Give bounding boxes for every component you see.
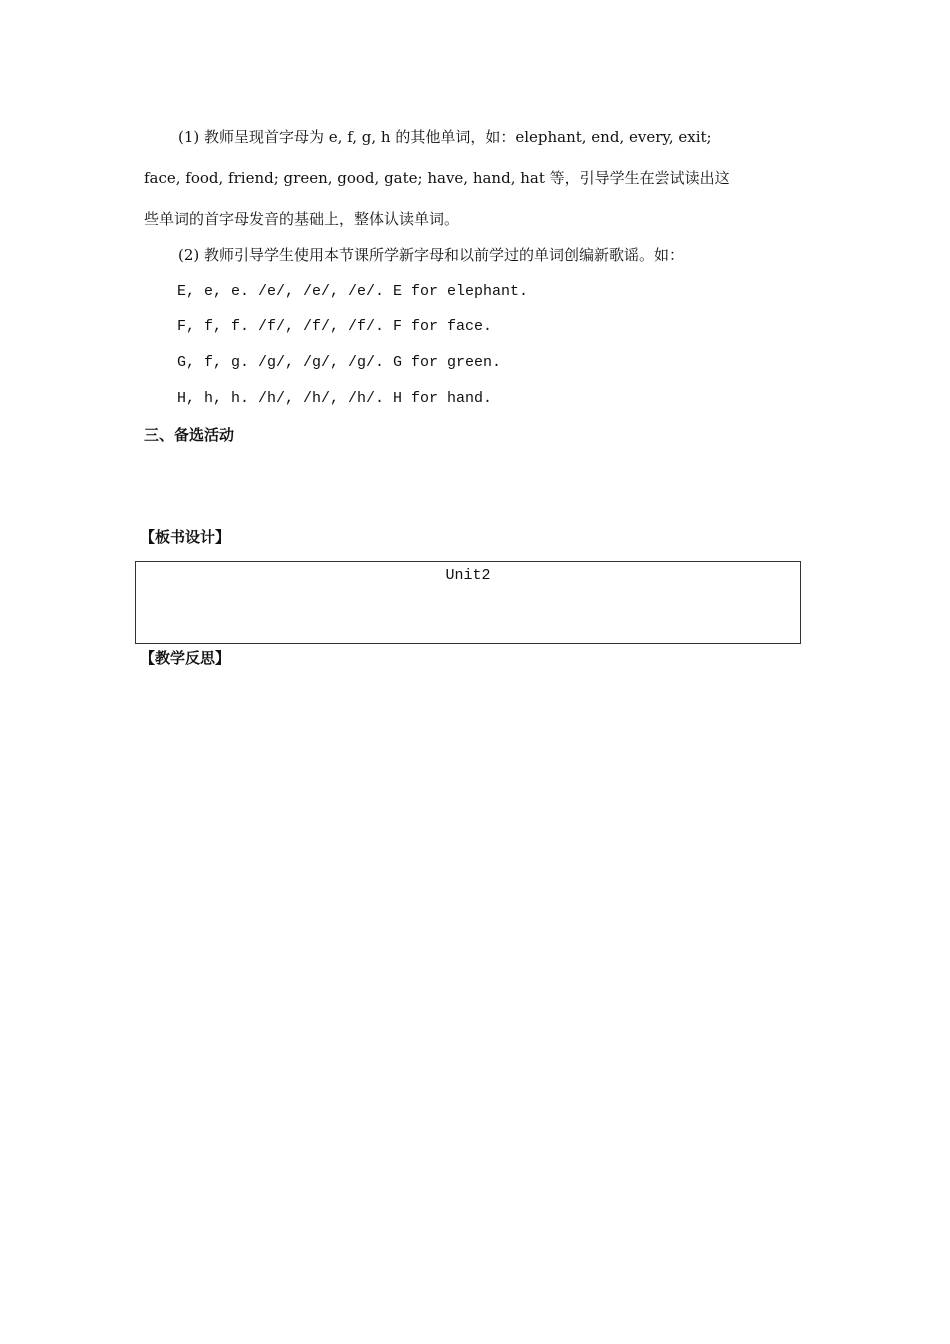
- board-title: Unit2: [445, 567, 491, 584]
- paragraph-1-line-1: (1) 教师呈现首字母为 e, f, g, h 的其他单词，如：elephant, end, every, exit;: [178, 128, 712, 146]
- chant-line-h: H, h, h. /h/, /h/, /h/. H for hand.: [177, 390, 493, 407]
- paragraph-2-line-1: (2) 教师引导学生使用本节课所学新字母和以前学过的单词创编新歌谣。如：: [178, 246, 685, 264]
- chant-line-f: F, f, f. /f/, /f/, /f/. F for face.: [177, 318, 493, 335]
- chant-line-g: G, f, g. /g/, /g/, /g/. G for green.: [177, 354, 502, 371]
- section-heading-reflection: 【教学反思】: [140, 649, 231, 667]
- paragraph-1-line-3: 些单词的首字母发音的基础上，整体认读单词。: [144, 210, 460, 228]
- paragraph-1-line-2: face, food, friend; green, good, gate; have, hand, hat 等，引导学生在尝试读出这: [144, 169, 730, 187]
- section-heading-optional-activities: 三、备选活动: [144, 426, 235, 444]
- board-design-box: [135, 561, 801, 644]
- chant-line-e: E, e, e. /e/, /e/, /e/. E for elephant.: [177, 283, 529, 300]
- section-heading-board-design: 【板书设计】: [140, 528, 231, 546]
